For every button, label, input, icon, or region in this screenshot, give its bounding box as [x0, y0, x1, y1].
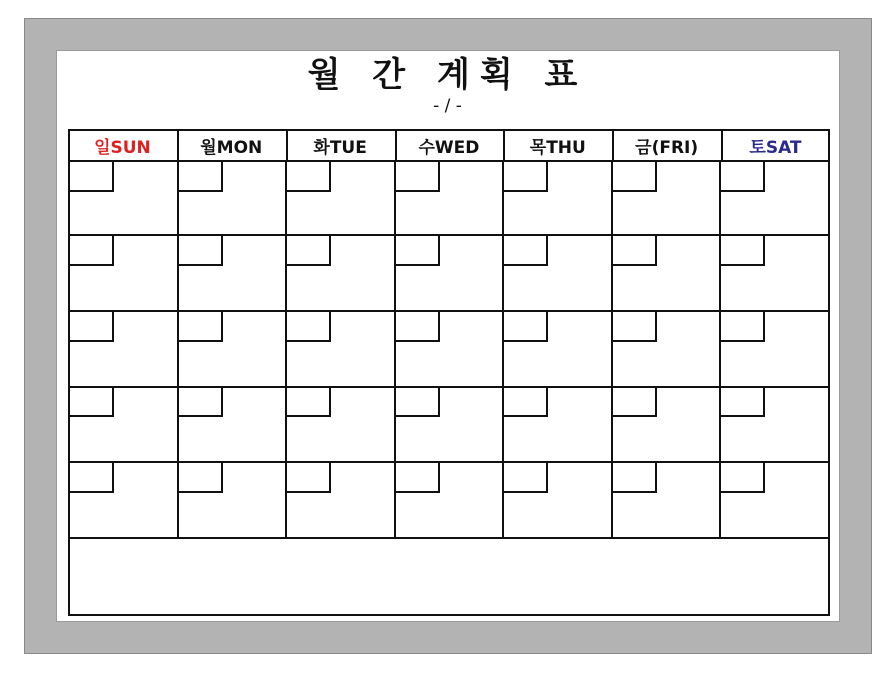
day-cell[interactable]	[613, 312, 722, 386]
day-cell[interactable]	[70, 236, 179, 310]
week-row	[70, 236, 828, 312]
date-number-box[interactable]	[396, 312, 440, 342]
date-number-box[interactable]	[287, 162, 331, 192]
date-number-box[interactable]	[613, 387, 657, 417]
header-divider	[828, 131, 830, 160]
day-cell[interactable]	[179, 312, 288, 386]
day-cell[interactable]	[287, 312, 396, 386]
header-divider	[286, 131, 288, 160]
calendar-grid	[68, 160, 830, 616]
weekday-wed: 수WED	[418, 138, 480, 158]
day-cell[interactable]	[721, 312, 828, 386]
date-number-box[interactable]	[613, 236, 657, 266]
day-cell[interactable]	[70, 312, 179, 386]
date-number-box[interactable]	[504, 463, 548, 493]
day-cell[interactable]	[396, 463, 505, 537]
date-number-box[interactable]	[70, 312, 114, 342]
week-row	[70, 312, 828, 388]
day-cell[interactable]	[70, 162, 179, 234]
day-cell[interactable]	[396, 236, 505, 310]
day-cell[interactable]	[396, 387, 505, 461]
day-cell[interactable]	[70, 387, 179, 461]
day-cell[interactable]	[721, 387, 828, 461]
header-divider	[721, 131, 723, 160]
day-cell[interactable]	[613, 463, 722, 537]
day-cell[interactable]	[70, 463, 179, 537]
day-cell[interactable]	[179, 162, 288, 234]
date-number-box[interactable]	[70, 162, 114, 192]
day-cell[interactable]	[721, 162, 828, 234]
date-number-box[interactable]	[179, 463, 223, 493]
date-number-box[interactable]	[504, 312, 548, 342]
day-cell[interactable]	[179, 463, 288, 537]
day-cell[interactable]	[287, 463, 396, 537]
weekday-fri: 금(FRI)	[635, 138, 699, 158]
notes-area[interactable]	[70, 539, 828, 616]
weekday-sat: 토SAT	[749, 138, 802, 158]
day-cell[interactable]	[504, 236, 613, 310]
week-row	[70, 463, 828, 539]
date-number-box[interactable]	[70, 387, 114, 417]
date-number-box[interactable]	[613, 463, 657, 493]
date-number-box[interactable]	[287, 236, 331, 266]
day-cell[interactable]	[613, 236, 722, 310]
weekday-tue: 화TUE	[313, 138, 367, 158]
weekday-thu: 목THU	[529, 138, 586, 158]
date-number-box[interactable]	[396, 236, 440, 266]
day-cell[interactable]	[396, 312, 505, 386]
day-cell[interactable]	[613, 162, 722, 234]
date-number-box[interactable]	[721, 387, 765, 417]
date-number-box[interactable]	[179, 236, 223, 266]
day-cell[interactable]	[287, 236, 396, 310]
header-divider	[68, 131, 70, 160]
day-cell[interactable]	[396, 162, 505, 234]
date-number-box[interactable]	[721, 312, 765, 342]
day-cell[interactable]	[179, 387, 288, 461]
date-number-box[interactable]	[504, 236, 548, 266]
date-number-box[interactable]	[287, 463, 331, 493]
date-number-box[interactable]	[179, 312, 223, 342]
day-cell[interactable]	[504, 312, 613, 386]
header-divider	[177, 131, 179, 160]
header-divider	[612, 131, 614, 160]
page-title: 월 간 계획 표	[307, 55, 588, 95]
day-cell[interactable]	[504, 387, 613, 461]
day-cell[interactable]	[504, 162, 613, 234]
weekday-mon: 월MON	[200, 138, 263, 158]
date-number-box[interactable]	[721, 463, 765, 493]
date-number-box[interactable]	[613, 162, 657, 192]
week-row	[70, 160, 828, 236]
date-number-box[interactable]	[504, 162, 548, 192]
date-number-box[interactable]	[70, 236, 114, 266]
monthly-calendar	[68, 129, 830, 616]
day-cell[interactable]	[287, 387, 396, 461]
day-cell[interactable]	[721, 236, 828, 310]
date-number-box[interactable]	[179, 387, 223, 417]
header-divider	[395, 131, 397, 160]
week-row	[70, 387, 828, 463]
day-cell[interactable]	[721, 463, 828, 537]
weekday-sun: 일SUN	[94, 138, 151, 158]
date-number-box[interactable]	[396, 463, 440, 493]
date-number-box[interactable]	[721, 236, 765, 266]
day-cell[interactable]	[613, 387, 722, 461]
date-number-box[interactable]	[179, 162, 223, 192]
date-number-box[interactable]	[396, 162, 440, 192]
date-number-box[interactable]	[70, 463, 114, 493]
day-cell[interactable]	[504, 463, 613, 537]
date-number-box[interactable]	[504, 387, 548, 417]
date-number-box[interactable]	[721, 162, 765, 192]
date-number-box[interactable]	[613, 312, 657, 342]
header-divider	[503, 131, 505, 160]
date-number-box[interactable]	[287, 387, 331, 417]
weekday-header	[68, 131, 830, 160]
day-cell[interactable]	[179, 236, 288, 310]
date-number-box[interactable]	[287, 312, 331, 342]
day-cell[interactable]	[287, 162, 396, 234]
date-number-box[interactable]	[396, 387, 440, 417]
month-day-placeholder: - / -	[433, 96, 462, 116]
